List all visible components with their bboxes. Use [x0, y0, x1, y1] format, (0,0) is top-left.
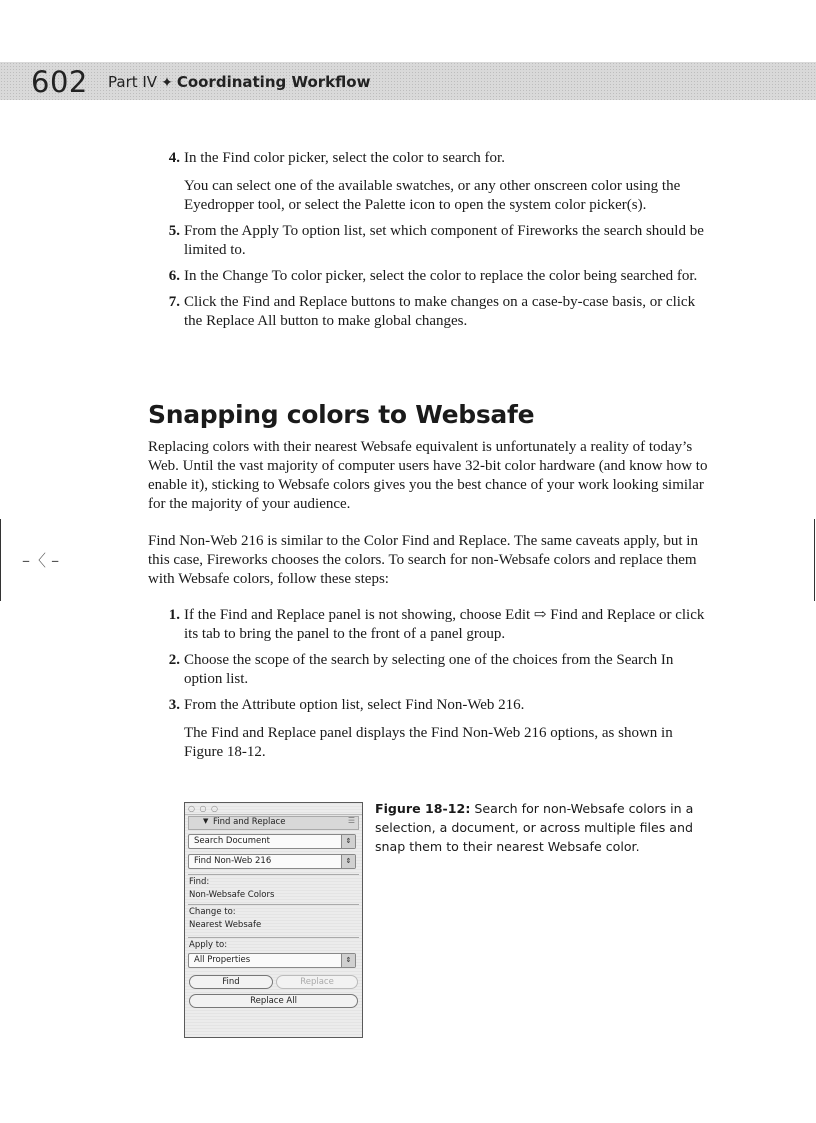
- list-item: [148, 293, 708, 331]
- step-number: 6.: [168, 268, 180, 284]
- search-in-select[interactable]: [188, 834, 356, 849]
- step-text: In the Find color picker, select the color to search for.: [184, 150, 505, 166]
- divider: [188, 904, 359, 905]
- page-number: 602: [31, 65, 88, 99]
- list-item: [148, 651, 708, 689]
- step-detail: You can select one of the available swatches, or any other onscreen color using the Eyedropper tool, or select the Palette icon to open the system color picker(s).: [184, 178, 681, 213]
- crop-mark-icon: –〈 –: [22, 551, 60, 570]
- collapse-triangle-icon[interactable]: ▼: [203, 817, 209, 825]
- part-label: Part IV: [108, 73, 158, 91]
- caption-text: Search for non-Websafe colors in a selection, a document, or across multiple files and snap them to their nearest Websafe color.: [375, 801, 694, 854]
- button-row: [188, 994, 362, 1008]
- step-text: Click the Find and Replace buttons to make changes on a case-by-case basis, or click the Replace All button to make global changes.: [184, 294, 696, 329]
- step-text: Choose the scope of the search by selecting one of the choices from the Search In option list.: [184, 652, 674, 687]
- find-label: Find:: [189, 877, 210, 887]
- chapter-title: Coordinating Workflow: [176, 73, 371, 91]
- figure-label: Figure 18-12:: [375, 801, 471, 816]
- attribute-value: Find Non-Web 216: [194, 856, 272, 866]
- panel-title: Find and Replace: [213, 817, 286, 827]
- steps-list-2: [148, 606, 708, 769]
- section-heading: Snapping colors to Websafe: [148, 400, 535, 429]
- list-item: [148, 149, 708, 215]
- divider: [188, 937, 359, 938]
- step-detail: The Find and Replace panel displays the Find Non-Web 216 options, as shown in Figure 18-12.: [184, 725, 673, 760]
- find-replace-panel: [184, 802, 363, 1038]
- apply-to-label: Apply to:: [189, 940, 228, 950]
- step-number: 5.: [168, 223, 180, 239]
- replace-all-button[interactable]: Replace All: [189, 994, 358, 1008]
- running-header: [108, 62, 370, 100]
- body-paragraph: Find Non-Web 216 is similar to the Color Find and Replace. The same caveats apply, but in this case, Fireworks chooses the colors. To search for non-Websafe colors and replace them with Websafe colors, follow these steps:: [148, 533, 698, 587]
- step-number: 1.: [168, 607, 180, 623]
- steps-list-1: [148, 149, 708, 338]
- updown-arrows-icon: ⇕: [341, 835, 355, 848]
- margin-rule-left: [0, 519, 1, 601]
- list-item: [148, 222, 708, 260]
- step-text: In the Change To color picker, select the color to replace the color being searched for.: [184, 268, 698, 284]
- step-number: 3.: [168, 697, 180, 713]
- find-button[interactable]: Find: [189, 975, 273, 989]
- margin-rule-right: [814, 519, 815, 601]
- panel-menu-icon[interactable]: ☰: [347, 816, 355, 825]
- change-to-label: Change to:: [189, 907, 236, 917]
- divider: [188, 874, 359, 875]
- window-controls-icon[interactable]: ○ ○ ○: [188, 804, 220, 813]
- updown-arrows-icon: ⇕: [341, 954, 355, 967]
- step-number: 2.: [168, 652, 180, 668]
- panel-titlebar: [185, 803, 362, 815]
- search-in-value: Search Document: [194, 836, 270, 846]
- updown-arrows-icon: ⇕: [341, 855, 355, 868]
- replace-button[interactable]: Replace: [276, 975, 358, 989]
- diamond-icon: ✦: [161, 75, 173, 91]
- step-text: From the Attribute option list, select Find Non-Web 216.: [184, 697, 525, 713]
- apply-to-select[interactable]: [188, 953, 356, 968]
- attribute-select[interactable]: [188, 854, 356, 869]
- step-number: 7.: [168, 294, 180, 310]
- apply-to-value: All Properties: [194, 955, 251, 965]
- step-number: 4.: [168, 150, 180, 166]
- panel-tab[interactable]: [188, 816, 359, 830]
- button-row: [188, 975, 362, 989]
- list-item: [148, 267, 708, 286]
- figure-caption: [375, 799, 705, 856]
- step-text: If the Find and Replace panel is not showing, choose Edit ⇨ Find and Replace or click its tab to bring the panel to the front of a panel group.: [184, 607, 705, 642]
- list-item: [148, 606, 708, 644]
- list-item: [148, 696, 708, 762]
- body-paragraph: Replacing colors with their nearest Websafe equivalent is unfortunately a reality of today’s Web. Until the vast majority of computer users have 32-bit color hardware (and know how to enable it), sticking to Websafe colors gives you the best chance of your work looking similar for the majority of your audience.: [148, 439, 708, 512]
- change-to-value: Nearest Websafe: [189, 920, 262, 930]
- step-text: From the Apply To option list, set which component of Fireworks the search should be limited to.: [184, 223, 704, 258]
- find-value: Non-Websafe Colors: [189, 890, 275, 900]
